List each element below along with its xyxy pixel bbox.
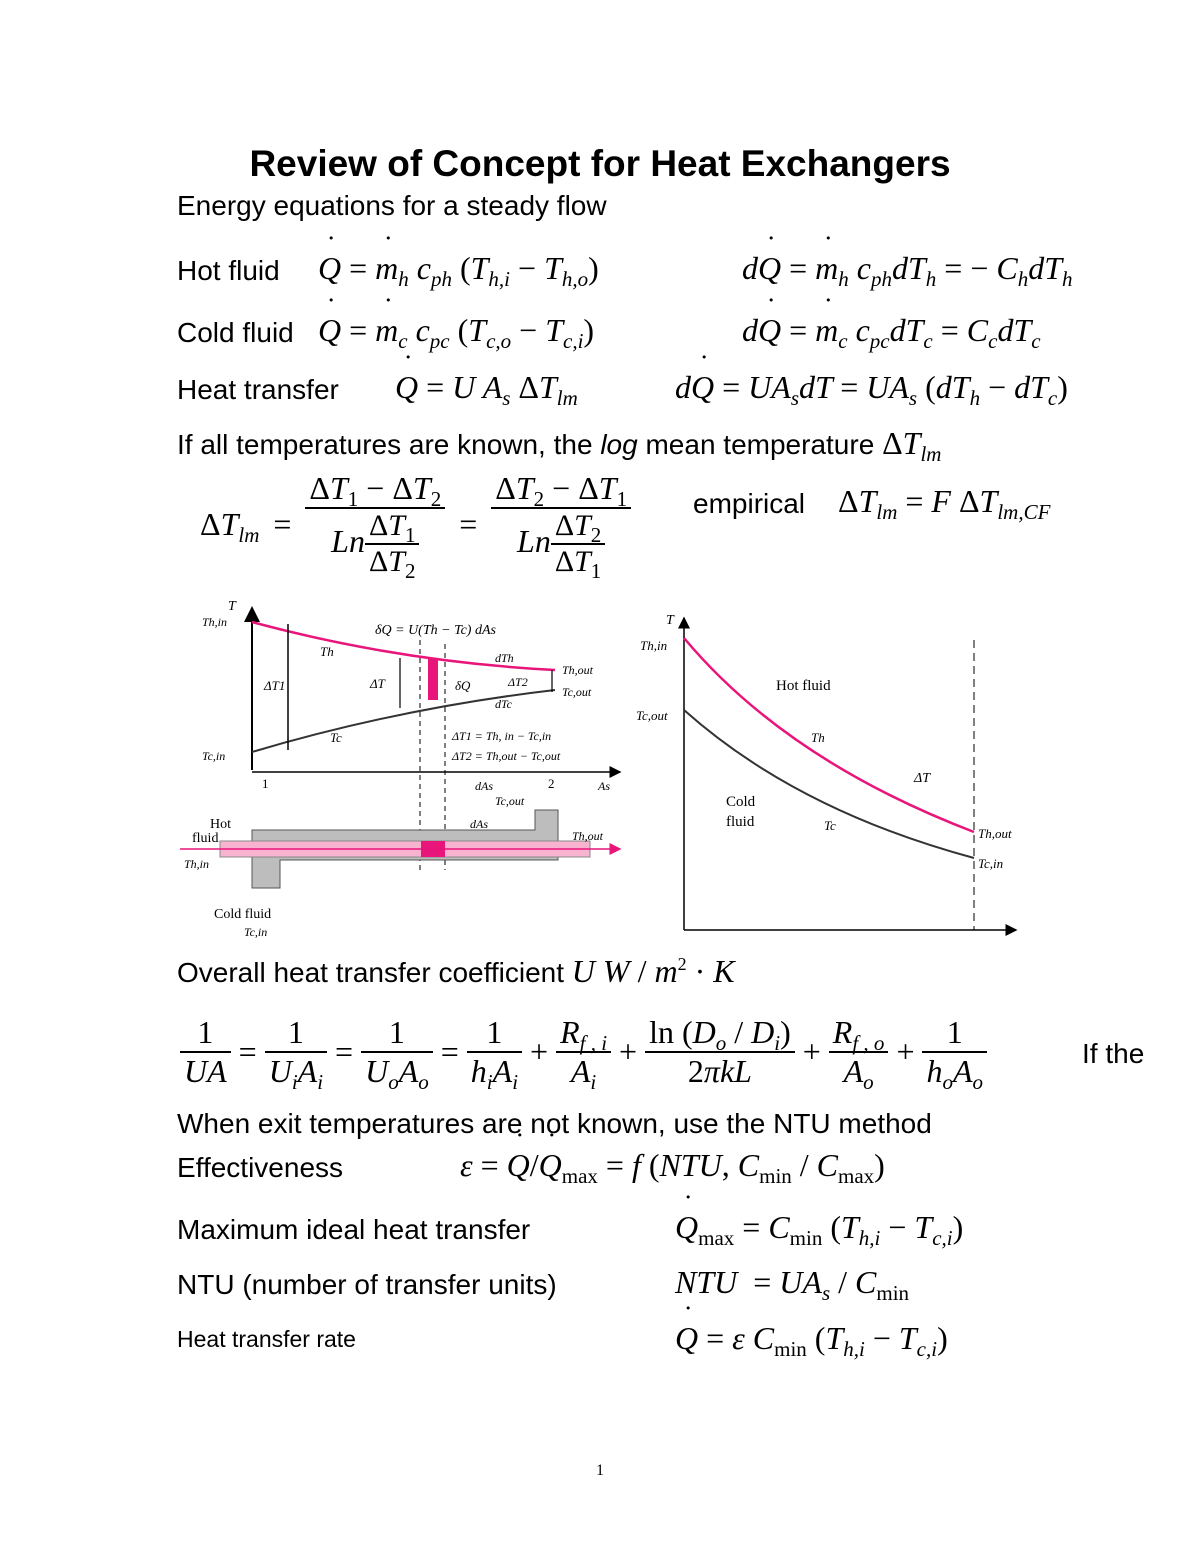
ntu-equation: NTU = $UA_s / C_{min}$ xyxy=(675,1264,910,1305)
overall-label: Overall heat transfer coefficient U $W / m^2 \cdot K$ xyxy=(177,953,735,989)
hot-fluid-1: Hot xyxy=(210,817,231,832)
lmtd-formula: $\Delta T_{lm}$ = $\Delta T_1 - \Delta T_2$ Ln $\frac{\Delta T_1}{\Delta T_2}$ = $\Delta T_2 - \Delta T_1$ Ln $\frac{\Delta T_2}{\Delta T_1}$ xyxy=(200,470,631,580)
x-label-1: 1 xyxy=(262,776,269,791)
resistance-equation: $\frac{1}{UA}$ = $\frac{1}{U_iA_i}$ = $\frac{1}{U_oA_o}$ = $\frac{1}{h_iA_i}$ + $\frac{R_{f , i}}{A_i}$ + $\frac{\ln (D_o / D_i)}{\text{2πkL}}$ + $\frac{R_{f , o}}{A_o}$ + $\frac{1}{h_oA_o}$ xyxy=(180,1014,987,1090)
hot-fluid-2: fluid xyxy=(192,831,219,846)
def-dT1: ΔT1 = Th, in − Tc,in xyxy=(452,729,552,743)
Tc-curve-label: Tc xyxy=(330,730,342,745)
dTc-label: dTc xyxy=(495,697,512,711)
hot-fluid-label: Hot fluid xyxy=(177,255,280,286)
dTh-label: dTh xyxy=(495,651,514,665)
dT-label-right: ΔT xyxy=(914,771,931,786)
heat-transfer-differential: d˙ $Q = UA_sdT = UA_s$ $(dT_h - dT_c)$ xyxy=(675,369,1068,406)
effectiveness-equation: ε = ˙ Q/˙ $Q_{max} = f$ (NTU, $C_{min} / C_{max}$) xyxy=(460,1147,885,1184)
cold-label-1: Cold xyxy=(726,794,756,810)
cold-fluid-equation: ˙ Q = ˙ $m_c$ $c_{pc}$ $(T_{c,o} - T_{c,i})$ xyxy=(318,312,594,349)
heat-flow-arrow xyxy=(428,658,438,700)
intro-text: Energy equations for a steady flow xyxy=(177,190,607,221)
Th-out-right: Th,out xyxy=(978,826,1012,841)
effectiveness-label: Effectiveness xyxy=(177,1152,344,1183)
dAs-label: dAs xyxy=(475,779,493,793)
hot-fluid-label-right: Hot fluid xyxy=(776,678,831,694)
Tc-out-label: Tc,out xyxy=(562,685,592,699)
log-mean-text: If all temperatures are known, the log mean temperature $\Delta T_{lm}$ xyxy=(177,425,942,466)
def-dT2: ΔT2 = Th,out − Tc,out xyxy=(452,749,561,763)
cold-fluid-curve xyxy=(684,710,974,858)
T-axis-label: T xyxy=(228,600,236,614)
Tc-label-right: Tc xyxy=(824,818,836,833)
cold-fluid-label: Cold fluid xyxy=(214,907,272,922)
Tc-out-bottom: Tc,out xyxy=(495,794,525,808)
As-label: As xyxy=(598,779,610,793)
Th-out-bottom: Th,out xyxy=(572,829,604,843)
page-title: Review of Concept for Heat Exchangers xyxy=(249,143,951,184)
ntu-label: NTU (number of transfer units) xyxy=(177,1269,557,1300)
hot-fluid-equation: ˙ Q = ˙ $m_h$ $c_{ph}$ $(T_{h,i} - T_{h,o})$ xyxy=(318,250,599,287)
ntu-intro: When exit temperatures are not known, use the NTU method xyxy=(177,1108,932,1139)
cold-fluid-label: Cold fluid xyxy=(177,317,294,348)
dQ-label: δQ xyxy=(455,678,471,693)
x-label-2: 2 xyxy=(548,776,555,791)
if-the-text: If the xyxy=(1082,1038,1145,1069)
cold-label-2: fluid xyxy=(726,814,755,830)
heat-transfer-label: Heat transfer xyxy=(177,374,339,405)
max-heat-equation: ˙ $Q_{max} = C_{min}$ $(T_{h,i} - T_{c,i})$ xyxy=(675,1209,963,1246)
cold-fluid-differential: d˙ Q = ˙ $m_c$ $c_{pc}dT_c = C_cdT_c$ xyxy=(742,312,1041,349)
dT-label: ΔT xyxy=(370,676,385,691)
dQ-equation: δQ = U(Th − Tc) dAs xyxy=(375,623,496,638)
Th-label-right: Th xyxy=(811,730,825,745)
hot-fluid-differential: d˙ Q = ˙ $m_h$ $c_{ph}dT_h$ = − $C_hdT_h$ xyxy=(742,250,1073,287)
dAs-bottom: dAs xyxy=(470,817,488,831)
empirical-equation: $\Delta T_{lm} = F$ $\Delta T_{lm,CF}$ xyxy=(838,483,1051,524)
Th-in-right: Th,in xyxy=(640,638,668,653)
Th-out-label: Th,out xyxy=(562,663,594,677)
dT1-label: ΔT1 xyxy=(264,678,286,693)
T-axis-label-right: T xyxy=(666,613,674,628)
Th-curve-label: Th xyxy=(320,644,334,659)
Th-in-label: Th,in xyxy=(202,615,228,629)
Tc-in-bottom: Tc,in xyxy=(244,925,268,939)
rate-label: Heat transfer rate xyxy=(177,1326,356,1352)
Tc-in-label: Tc,in xyxy=(202,749,226,763)
heat-exchanger-diagram xyxy=(180,600,640,940)
heat-transfer-equation: ˙ Q = U $A_s$ $\Delta T_{lm}$ xyxy=(395,369,578,406)
empirical-label: empirical xyxy=(693,488,806,519)
Th-in-bottom: Th,in xyxy=(184,857,210,871)
Tc-in-right: Tc,in xyxy=(978,856,1004,871)
page-number: 1 xyxy=(596,1462,604,1479)
max-heat-label: Maximum ideal heat transfer xyxy=(177,1214,531,1245)
rate-equation: ˙ Q = ε $C_{min}$ $(T_{h,i} - T_{c,i})$ xyxy=(675,1320,948,1357)
temperature-profile-chart xyxy=(636,610,1026,940)
Tc-out-right: Tc,out xyxy=(636,708,668,723)
dT2-label: ΔT2 xyxy=(508,675,528,689)
